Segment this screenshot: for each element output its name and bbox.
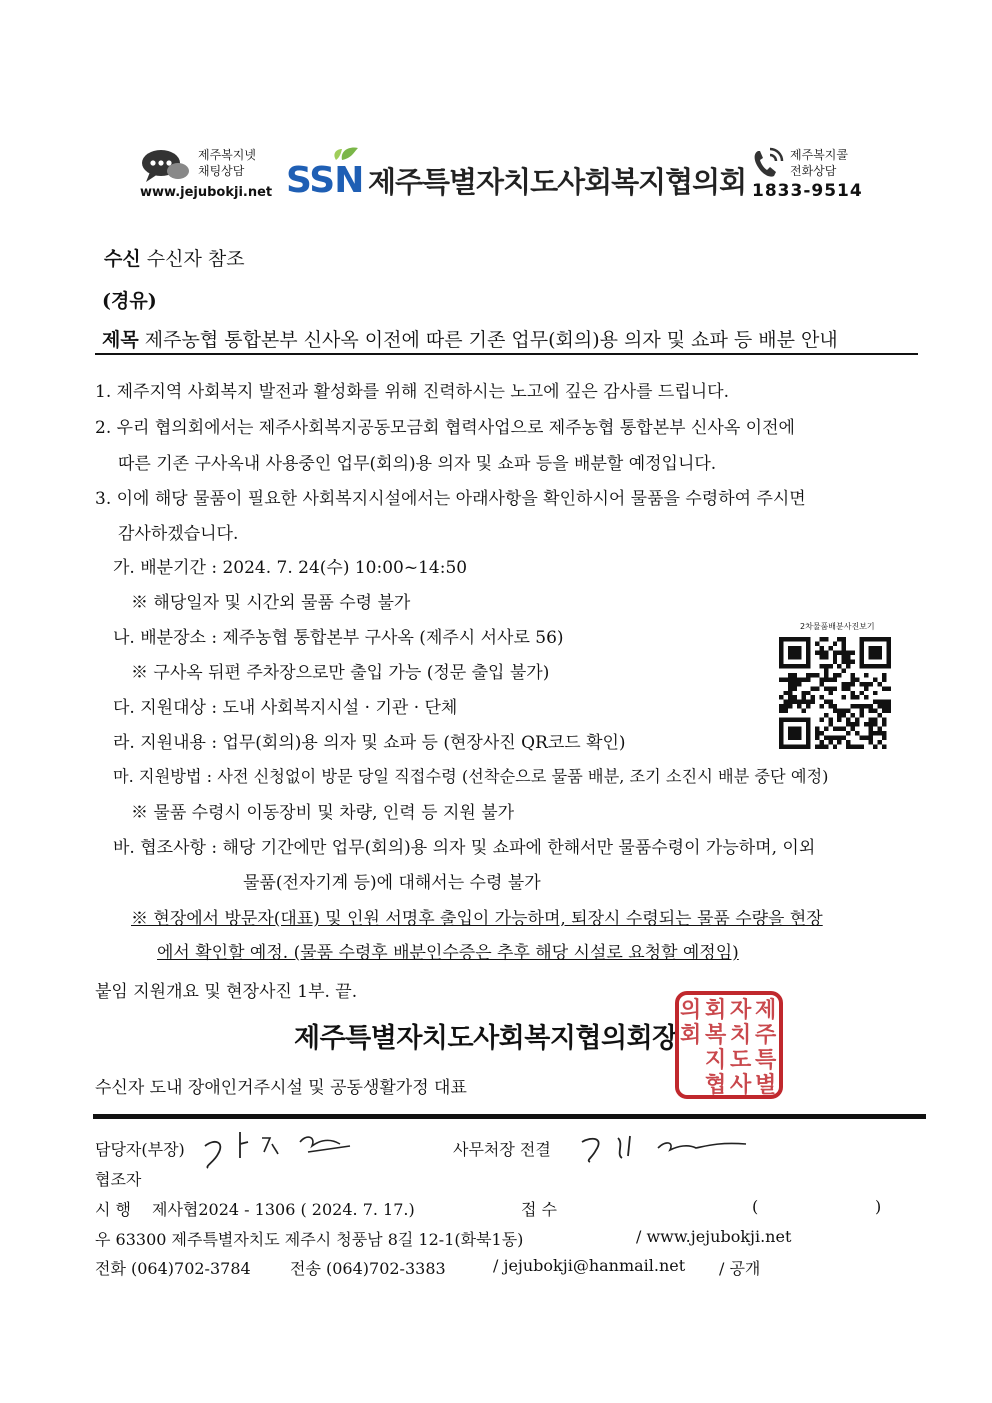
detail-ma-note: ※ 물품 수령시 이동장비 및 차량, 인력 등 지원 불가 [131, 803, 515, 823]
svg-text:도: 도 [730, 1047, 752, 1073]
recipient-value: 수신자 참조 [146, 248, 245, 270]
ssn-logo [286, 146, 366, 194]
svg-text:회: 회 [680, 1022, 702, 1048]
receive-close-paren: ) [875, 1197, 882, 1216]
svg-text:지: 지 [705, 1047, 727, 1073]
detail-na-note: ※ 구사옥 뒤편 주차장으로만 출입 가능 (정문 출입 불가) [131, 663, 550, 683]
staff-signature [200, 1124, 370, 1172]
body-item-2-line1: 2. 우리 협의회에서는 제주사회복지공동모금회 협력사업으로 제주농협 통합본부 신사옥 이전에 [95, 418, 795, 438]
subject-divider [95, 353, 918, 355]
subject-label: 제목 [102, 329, 139, 351]
svg-text:자: 자 [730, 997, 752, 1023]
fax-line: 전송 (064)702-3383 [290, 1259, 446, 1278]
cooperator-label: 협조자 [95, 1170, 142, 1189]
call-consult-line1: 제주복지콜 [790, 148, 848, 162]
svg-text:치: 치 [730, 1022, 752, 1048]
svg-text:회: 회 [705, 997, 727, 1023]
detail-ma: 마. 지원방법 : 사전 신청없이 방문 당일 직접수령 (선착순으로 물품 배분, 조기 소진시 배분 중단 예정) [113, 767, 829, 786]
header-org-name: 제주특별자치도사회복지협의회 [368, 165, 747, 199]
svg-text:특: 특 [755, 1047, 777, 1073]
subject-value: 제주농협 통합본부 신사옥 이전에 따른 기존 업무(회의)용 의자 및 쇼파 등 배분 안내 [144, 329, 838, 351]
final-note-line1: ※ 현장에서 방문자(대표) 및 인원 서명후 출입이 가능하며, 퇴장시 수령되는 물품 수량을 현장 [131, 909, 823, 929]
attachment-line: 붙임 지원개요 및 현장사진 1부. 끝. [95, 982, 358, 1002]
ssn-logo-text: SSN [286, 160, 364, 194]
body-item-3-line2: 감사하겠습니다. [118, 524, 239, 544]
chat-bubble-icon [140, 148, 190, 186]
chat-consult-line2: 채팅상담 [198, 164, 245, 178]
qr-caption: 2차물품배분사진보기 [800, 622, 875, 631]
svg-text:복: 복 [705, 1022, 727, 1048]
phone-line: 전화 (064)702-3784 [95, 1259, 251, 1278]
footer-divider [93, 1114, 926, 1119]
call-consult-line2: 전화상담 [790, 164, 837, 178]
phone-icon [750, 145, 786, 181]
final-note-line2: 에서 확인할 예정. (물품 수령후 배분인수증은 추후 해당 시설로 요청할 예정임) [157, 943, 739, 963]
detail-ra: 라. 지원내용 : 업무(회의)용 의자 및 쇼파 등 (현장사진 QR코드 확인) [113, 733, 626, 753]
receive-open-paren: ( [752, 1197, 759, 1216]
receive-label: 접 수 [521, 1200, 557, 1219]
detail-na: 나. 배분장소 : 제주농협 통합본부 구사옥 (제주시 서사로 56) [113, 628, 564, 648]
detail-ga-note: ※ 해당일자 및 시간외 물품 수령 불가 [131, 593, 411, 613]
email-line[interactable]: / jejubokji@hanmail.net [493, 1256, 686, 1275]
secretary-label: 사무처장 전결 [453, 1140, 551, 1159]
detail-ba-line1: 바. 협조사항 : 해당 기간에만 업무(회의)용 의자 및 쇼파에 한해서만 물품수령이 가능하며, 이외 [113, 838, 816, 858]
detail-ba-line2: 물품(전자기계 등)에 대해서는 수령 불가 [243, 873, 541, 893]
svg-text:제: 제 [755, 997, 777, 1023]
body-item-3-line1: 3. 이에 해당 물품이 필요한 사회복지시설에서는 아래사항을 확인하시어 물품을 수령하여 주시면 [95, 489, 806, 509]
body-item-2-line2: 따른 기존 구사옥내 사용중인 업무(회의)용 의자 및 쇼파 등을 배분할 예정입니다. [118, 454, 717, 474]
svg-text:의: 의 [680, 997, 702, 1023]
disclosure-label: / 공개 [719, 1259, 761, 1278]
svg-text:주: 주 [755, 1022, 777, 1048]
official-seal-stamp [674, 990, 784, 1100]
enforce-label: 시 행 [95, 1200, 131, 1219]
address-line: 우 63300 제주특별자치도 제주시 청풍남 8길 12-1(화북1동) [95, 1230, 524, 1249]
svg-text:별: 별 [755, 1072, 777, 1098]
subject-row [102, 325, 914, 352]
header-website[interactable]: www.jejubokji.net [140, 185, 273, 200]
svg-text:협: 협 [705, 1072, 727, 1098]
chat-consult-line1: 제주복지넷 [198, 148, 256, 162]
detail-ga: 가. 배분기간 : 2024. 7. 24(수) 10:00~14:50 [113, 558, 468, 578]
recipient-label: 수신 [104, 248, 141, 270]
secretary-signature [578, 1128, 758, 1168]
staff-label: 담당자(부장) [95, 1140, 185, 1159]
via-label: (경유) [102, 290, 157, 312]
svg-text:사: 사 [730, 1072, 752, 1098]
enforce-value: 제사협2024 - 1306 ( 2024. 7. 17.) [152, 1200, 415, 1219]
sender-title: 제주특별자치도사회복지협의회장 [294, 1023, 678, 1054]
footer-website[interactable]: / www.jejubokji.net [636, 1227, 792, 1246]
recipient-row [104, 244, 245, 271]
qr-code[interactable] [779, 637, 891, 749]
call-number[interactable]: 1833-9514 [752, 181, 863, 201]
recipients-line: 수신자 도내 장애인거주시설 및 공동생활가정 대표 [95, 1078, 467, 1098]
body-item-1: 1. 제주지역 사회복지 발전과 활성화를 위해 진력하시는 노고에 깊은 감사를 드립니다. [95, 382, 730, 402]
detail-da: 다. 지원대상 : 도내 사회복지시설 · 기관 · 단체 [113, 698, 458, 718]
